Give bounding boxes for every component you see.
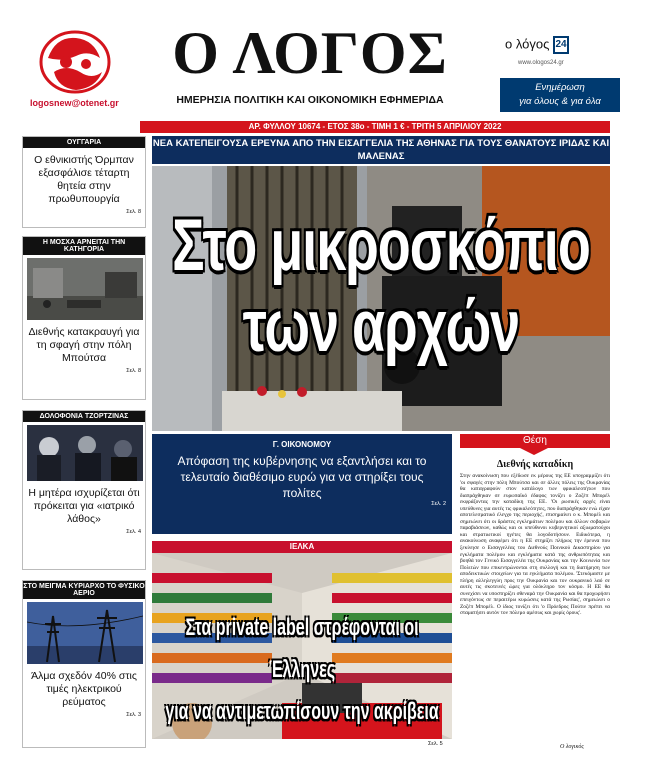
page-ref: Σελ. 5 [428, 741, 443, 747]
supermarket-headline-line-2: για να αντιμετωπίσουν την ακρίβεια [165, 699, 439, 725]
page-ref: Σελ. 8 [126, 209, 141, 215]
page-ref: Σελ. 4 [126, 529, 141, 535]
tagline-line-2: για όλους & για όλα [519, 96, 601, 107]
sidebar-heading: ΟΥΓΓΑΡΙΑ [23, 137, 145, 148]
opinion-signature: Ο λογικός [560, 744, 584, 750]
page-ref: Σελ. 2 [431, 501, 446, 507]
masthead-subtitle: ΗΜΕΡΗΣΙΑ ΠΟΛΙΤΙΚΗ ΚΑΙ ΟΙΚΟΝΟΜΙΚΗ ΕΦΗΜΕΡΙΔΑ [176, 94, 444, 106]
police-photo [27, 425, 143, 481]
sidebar-story-tzortzina[interactable] [22, 410, 146, 570]
tagline-line-1: Ενημέρωση [535, 82, 585, 93]
opinion-arrow [520, 448, 548, 455]
sidebar-story-electricity[interactable] [22, 580, 146, 748]
contact-email[interactable]: logosnew@otenet.gr [30, 98, 119, 108]
page-ref: Σελ. 8 [126, 368, 141, 374]
power-lines-photo [27, 602, 143, 664]
issue-info-bar: ΑΡ. ΦΥΛΛΟΥ 10674 - ΕΤΟΣ 38ο - ΤΙΜΗ 1 € - ΤΡΙΤΗ 5 ΑΠΡΙΛΙΟΥ 2022 [140, 121, 610, 133]
masthead-title: Ο ΛΟΓΟΣ [172, 20, 448, 86]
sidebar-story-bucha[interactable] [22, 236, 146, 400]
sidebar-heading: ΣΤΟ ΜΕΙΓΜΑ ΚΥΡΙΑΡΧΟ ΤΟ ΦΥΣΙΚΟ ΑΕΡΙΟ [23, 583, 145, 597]
opinion-body: Στην ανακοίνωση που εξέδωσε εκ μέρους της ΕΕ υπογραμμίζει ότι 'οι σφαγές στην πόλη Μπούτσα και σε άλλες πόλεις της Ουκρανίας θα καταγραφούν στον κατάλογο των φρικαλεοτήτων που διαπράχθηκαν σε ευρωπαϊκό έδαφος τονίζει ο Ζοζέπ Μπορέλ εκφράζοντας την καταδίκη της ΕΕ. 'Οι ρωσικές αρχές είναι υπεύθυνες για αυτές τις φρικαλεότητες, που διαπράχθηκαν ενώ είχαν αποτελεσματικό έλεγχο της περιοχής', επισημαίνει ο κ. Μπορέλ και σημειώνει ότι οι δράστες εγκλημάτων πολέμου και άλλων σοβαρών παραβιάσεων, καθώς και οι υπεύθυνοι κυβερνητικοί αξιωματούχοι και στρατιωτικοί ηγέτες θα λογοδοτήσουν. Ειδικότερα, η ανακοίνωση αναφέρει ότι η ΕΕ στηρίζει πλήρως την έρευνα που ξεκίνησε ο Εισαγγελέας του Διεθνούς Ποινικού Δικαστηρίου για εγκλήματα πολέμου και εγκλήματα κατά της ανθρωπότητας και βοηθά τον Γενικό Εισαγγελέα της Ουκρανίας και την Κοινωνία των Πολιτών που επικεντρώνονται στη συλλογή και τη διατήρηση των αποδεικτικών στοιχείων για τα εγκλήματα πολέμου. 'Στεκόμαστε με πλήρη αλληλεγγύη προς την Ουκρανία και τον ουκρανικό λαό σε αυτές τις σκοτεινές ώρες για ολόκληρο τον κόσμο. Η ΕΕ θα συνεχίσει να υποστηρίζει σθεναρά την Ουκρανία και θα προχωρήσει επειγόντως σε περαιτέρω κυρώσεις κατά της Ρωσίας', σημειώνει ο Ζοζέπ Μπορέλ. Ο ίδιος τονίζει ότι 'ο Πρόεδρος Πούτιν πρέπει να σταματήσει αυτόν τον πόλεμο αμέσως και χωρίς όρους'. [460, 473, 610, 617]
economy-author: Γ. ΟΙΚΟΝΟΜΟΥ [272, 440, 332, 449]
sidebar-story-hungary[interactable] [22, 136, 146, 228]
brand-number: 24 [553, 36, 569, 54]
lead-headline-line-2: των αρχών [242, 286, 520, 367]
economy-text: Απόφαση της κυβέρνησης να εξαντλήσει και το τελευταίο διαθέσιμο ευρώ για να στηρίξει τους πολίτες [177, 454, 427, 500]
brand-url[interactable]: www.ologos24.gr [518, 60, 564, 66]
sidebar-text: Άλμα σχεδόν 40% στις τιμές ηλεκτρικού ρεύματος [31, 670, 137, 708]
sidebar-text: Η μητέρα ισχυρίζεται ότι πρόκειται για «ιατρικό λάθος» [28, 487, 140, 525]
opinion-title: Διεθνής καταδίκη [496, 459, 574, 470]
lead-headline [152, 205, 610, 367]
sidebar-text: Διεθνής κατακραυγή για τη σφαγή στην πόλη Μπoύτσα [28, 326, 140, 364]
brand-logo [505, 36, 569, 54]
opinion-section-label: Θέση [460, 434, 610, 448]
brand-name: ο λόγος [505, 36, 550, 52]
supermarket-kicker: ΙΕΛΚΑ [152, 541, 452, 553]
lead-headline-line-1: Στο μικροσκόπιο [172, 205, 590, 286]
sidebar-heading: ΔΟΛΟΦΟΝΙΑ ΤΖΟΡΤΖΙΝΑΣ [23, 411, 145, 422]
lead-kicker: ΝΕΑ ΚΑΤΕΠΕΙΓΟΥΣΑ ΕΡΕΥΝΑ ΑΠΟ ΤΗΝ ΕΙΣΑΓΓΕΛΙΑ ΤΗΣ ΑΘΗΝΑΣ ΓΙΑ ΤΟΥΣ ΘΑΝΑΤΟΥΣ ΙΡΙΔΑΣ ΚΑΙ ΜΑΛΕΝΑΣ [152, 138, 610, 162]
page-ref: Σελ. 3 [126, 712, 141, 718]
tagline-box [500, 78, 620, 112]
bucha-photo [27, 258, 143, 320]
supermarket-headline-line-1: Στα private label στρέφονται οι Έλληνες [185, 615, 419, 683]
supermarket-headline [152, 608, 452, 734]
logo-emblem [36, 28, 114, 96]
economy-story[interactable] [152, 434, 452, 534]
sidebar-heading: Η ΜΟΣΧΑ ΑΡΝΕΙΤΑΙ ΤΗΝ ΚΑΤΗΓΟΡΙΑ [23, 237, 145, 255]
sidebar-text: Ο εθνικιστής Όρμπαν εξασφάλισε τέταρτη θητεία στην πρωθυπουργία [34, 154, 134, 205]
